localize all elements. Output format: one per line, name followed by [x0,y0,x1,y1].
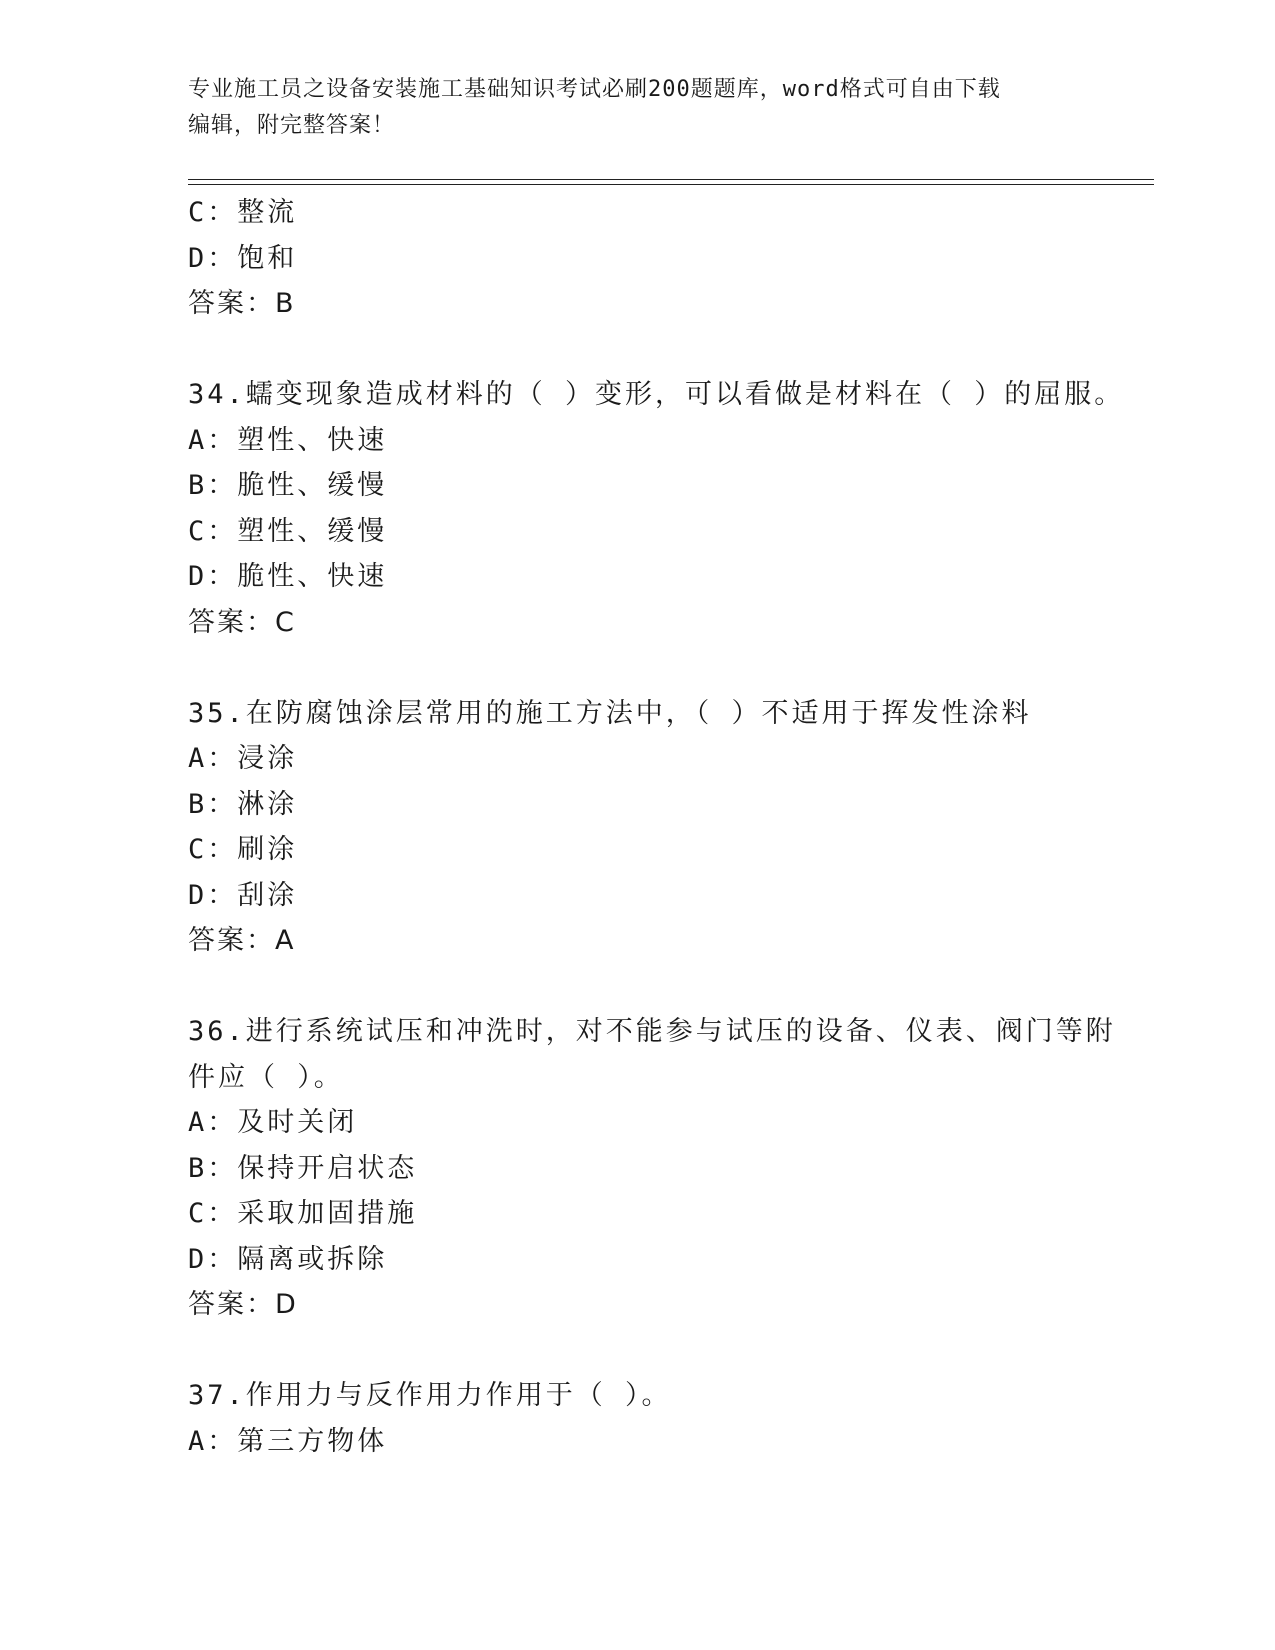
header-divider-bottom [188,184,1154,185]
option-d: D：刮涂 [188,879,298,911]
question-stem-line-2: 件应（ ）。 [188,1061,344,1093]
option-b: B：保持开启状态 [188,1152,418,1184]
option-d: D：饱和 [188,242,298,274]
question-list [188,190,1125,1464]
option-a: A：塑性、快速 [188,424,388,456]
answer-line: 答案：A [188,925,296,956]
spacer [188,964,1088,1010]
option-b: B：脆性、缓慢 [188,470,388,501]
answer-line: 答案：D [188,1289,298,1320]
option-c: C：整流 [188,197,298,228]
option-a: A：浸涂 [188,743,298,774]
option-d: D：脆性、快速 [188,561,388,592]
question-36 [188,1009,1116,1328]
document-header [188,72,1068,144]
option-b: B：淋涂 [188,788,298,820]
spacer [188,645,1088,691]
answer-line: 答案：C [188,606,296,638]
header-title-line-2: 编辑，附完整答案！ [188,113,396,138]
option-c: C：塑性、缓慢 [188,515,388,547]
question-34 [188,372,1125,645]
question-35 [188,691,1088,964]
option-a: A：及时关闭 [188,1107,358,1138]
option-c: C：刷涂 [188,834,298,865]
question-37 [188,1373,1088,1464]
question-33 [188,190,1088,327]
header-title-line-1: 专业施工员之设备安装施工基础知识考试必刷200题题库，word格式可自由下载 [188,77,1001,102]
question-stem: 37.作用力与反作用力作用于（ ）。 [188,1380,672,1411]
header-divider-top [188,179,1154,180]
option-d: D：隔离或拆除 [188,1243,388,1275]
option-a: A：第三方物体 [188,1425,388,1457]
answer-line: 答案：B [188,288,296,319]
question-stem: 34.蠕变现象造成材料的（ ）变形，可以看做是材料在（ ）的屈服。 [188,379,1125,410]
question-stem: 35.在防腐蚀涂层常用的施工方法中，（ ）不适用于挥发性涂料 [188,697,1032,729]
spacer [188,1328,1088,1374]
spacer [188,327,1088,373]
option-c: C：采取加固措施 [188,1198,418,1229]
question-stem-line-1: 36.进行系统试压和冲洗时，对不能参与试压的设备、仪表、阀门等附 [188,1016,1116,1047]
